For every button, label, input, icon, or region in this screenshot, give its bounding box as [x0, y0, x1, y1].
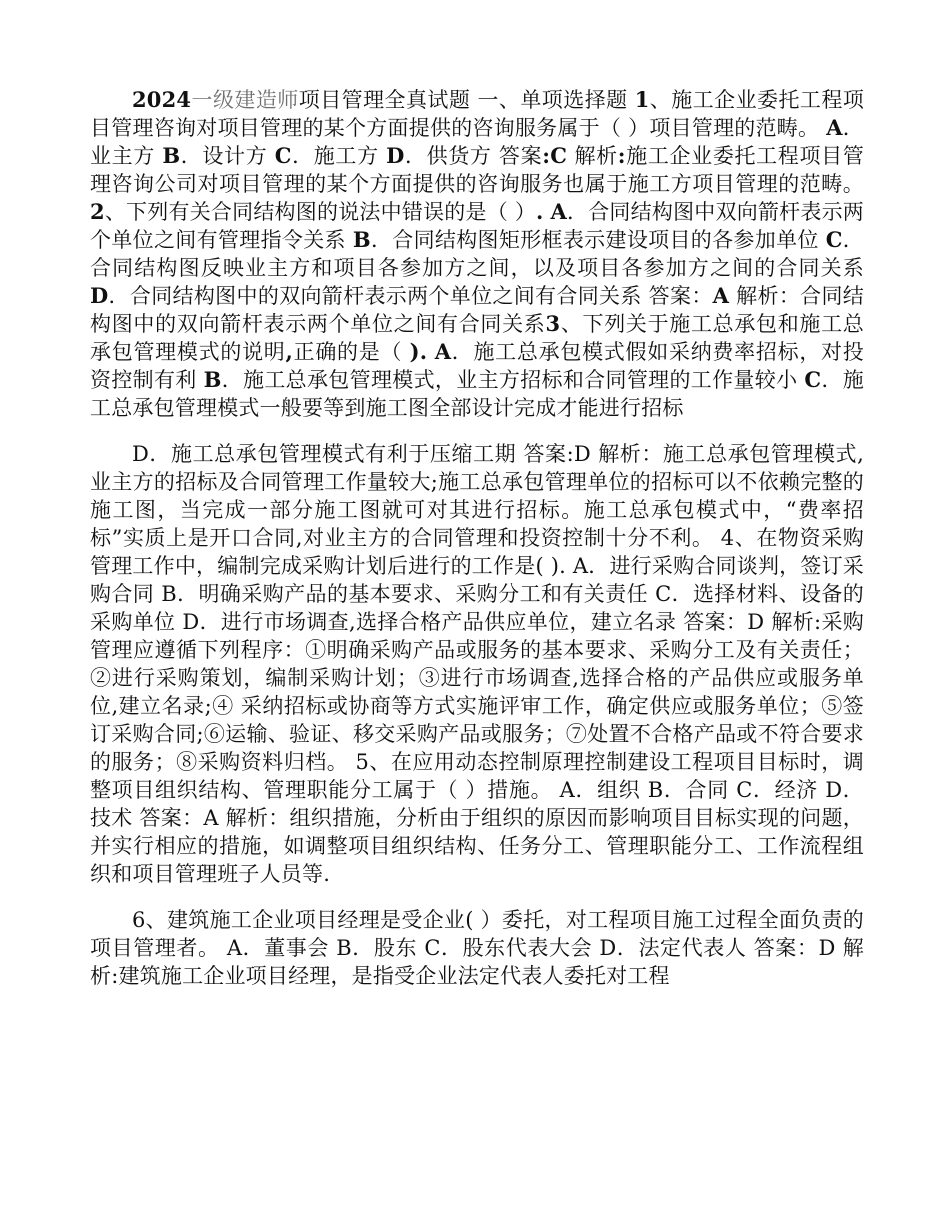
text-run-bold: 1: [634, 87, 650, 112]
exam-year: 2024: [132, 87, 192, 112]
exam-title: 项目管理全真试题: [298, 88, 471, 112]
text-run-bold: .: [536, 199, 544, 224]
text-run: 、下列有关合同结构图的说法中错误的是（ ）: [104, 200, 537, 224]
text-run: ．合同结构图中双向箭杆表示两个单位之间有管理指令关系: [90, 200, 864, 252]
text-run-bold: :: [617, 143, 626, 168]
text-run: ．施工总承包管理模式一般要等到施工图全部设计完成才能进行招标: [90, 368, 864, 420]
text-run: 、下列关于施工总承包和施工总承包管理模式的说明: [90, 312, 864, 364]
text-run: ．设计方: [180, 144, 268, 168]
text-run: ．业主方: [90, 116, 864, 168]
text-run: ．施工方: [291, 144, 379, 168]
paragraph-2: D．施工总承包管理模式有利于压缩工期 答案:D 解析：施工总承包管理模式,业主方的招标及合同管理工作量较大;施工总承包管理单位的招标可以不依赖完整的施工图，当完成一部分施工图就可对其进行招标。施工总承包模式中，“费率招标”实质上是开口合同,对业主方的合同管理和投资控制十分不利。 4、在物资采购管理工作中，编制完成采购计划后进行的工作是( ). A．进行采购合同谈判，签订采购合同 B．明确采购产品的基本要求、采购分工和有关责任 C．选择材料、设备的采购单位 D．进行市场调查,选择合格产品供应单位，建立名录 答案：D 解析:采购管理应遵循下列程序：①明确采购产品或服务的基本要求、采购分工及有关责任；②进行采购策划，编制采购计划；③进行市场调查,选择合格的产品供应或服务单位,建立名录;④ 采纳招标或协商等方式实施评审工作，确定供应或服务单位；⑤签订采购合同;⑥运输、验证、移交采购产品或服务；⑦处置不合格产品或不符合要求的服务；⑧采购资料归档。 5、在应用动态控制原理控制建设工程项目目标时，调整项目组织结构、管理职能分工属于（ ）措施。 A．组织 B．合同 C．经济 D．技术 答案：A 解析：组织措施，分析由于组织的原因而影响项目目标实现的问题，并实行相应的措施，如调整项目组织结构、任务分工、管理职能分工、工作流程组织和项目管理班子人员等.: [90, 442, 864, 886]
text-run: ．合同结构图矩形框表示建设项目的各参加单位: [370, 228, 819, 252]
text-run-bold: B: [162, 143, 181, 168]
text-run-bold: A: [550, 199, 567, 224]
text-run-bold: ,: [285, 339, 294, 364]
text-run-bold: A: [826, 115, 843, 140]
text-run-bold: C: [274, 143, 292, 168]
text-run: 施工企业委托工程项目管理咨询公司对项目管理的某个方面提供的咨询服务也属于施工方项目管理的范畴。: [90, 144, 864, 196]
text-run: ．供货方 答案: [404, 144, 543, 168]
text-run: ．合同结构图反映业主方和项目各参加方之间，以及项目各参加方之间的合同关系: [90, 228, 864, 280]
text-run: 解析：合同结构图中的双向箭杆表示两个单位之间有合同关系: [90, 284, 864, 336]
text-run: 解析: [567, 144, 618, 168]
text-run: ．合同结构图中的双向箭杆表示两个单位之间有合同关系 答案：: [108, 284, 713, 308]
text-run-bold: B: [203, 367, 222, 392]
text-run: 正确的是（: [293, 340, 410, 364]
exam-name: 一级建造师: [191, 88, 299, 112]
text-run: ．施工总承包管理模式，业主方招标和合同管理的工作量较小: [221, 368, 798, 392]
text-run: 一、单项选择题: [470, 88, 635, 112]
text-run-bold: A: [434, 339, 452, 364]
text-run-bold: :C: [542, 143, 568, 168]
text-run-bold: D: [90, 283, 109, 308]
text-run-bold: C: [804, 367, 822, 392]
text-run-bold: C: [825, 227, 843, 252]
text-run-bold: 3: [545, 311, 561, 336]
paragraph-1: [90, 86, 864, 422]
text-run-bold: A: [712, 283, 730, 308]
paragraph-3: 6、建筑施工企业项目经理是受企业( ）委托，对工程项目施工过程全面负责的项目管理者。 A．董事会 B．股东 C．股东代表大会 D．法定代表人 答案：D 解析:建筑施工企业项目经理，是指受企业法定代表人委托对工程: [90, 908, 864, 988]
text-run: ．施工总承包模式假如采纳费率招标，对投资控制有利: [90, 340, 864, 392]
text-run-bold: ).: [409, 339, 428, 364]
text-run-bold: 2: [90, 199, 105, 224]
text-run-bold: D: [386, 143, 405, 168]
text-run: 、施工企业委托工程项目管理咨询对项目管理的某个方面提供的咨询服务属于（ ）项目管理的范畴。: [90, 88, 865, 140]
text-run-bold: B: [352, 227, 371, 252]
